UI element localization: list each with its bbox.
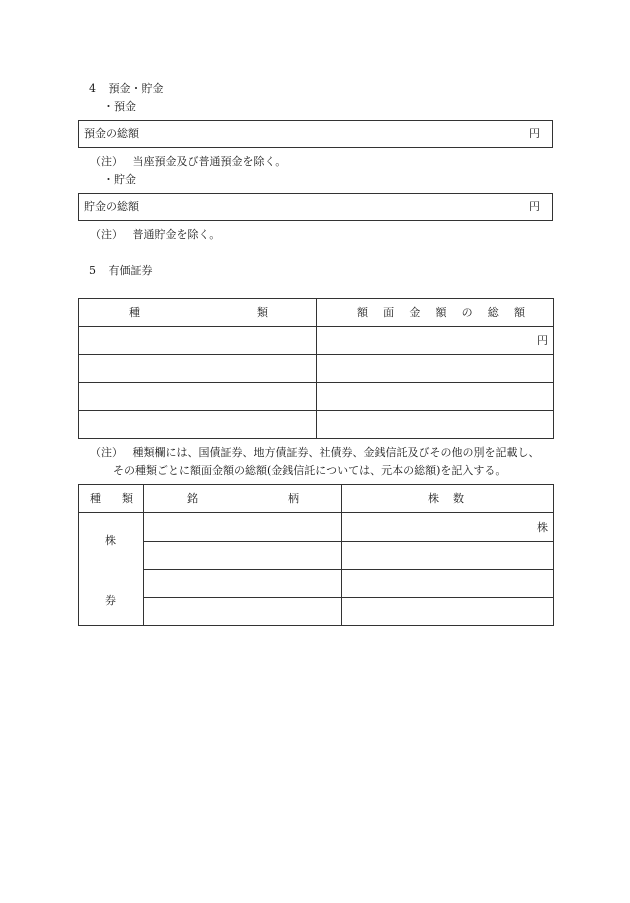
section-number: 5 [89, 264, 96, 277]
header-char: 数 [453, 491, 464, 505]
brand-cell[interactable] [144, 598, 342, 626]
table-row [79, 355, 554, 383]
header-char: 額 [357, 306, 368, 319]
table-row [79, 411, 554, 439]
table-row [79, 327, 554, 355]
section-5-heading [89, 265, 153, 276]
deposit-note [90, 156, 286, 167]
brand-cell[interactable] [144, 513, 342, 542]
section-4-heading [89, 83, 164, 94]
header-char: 面 [383, 306, 395, 319]
table-row [79, 513, 554, 542]
securities-table [78, 298, 554, 439]
table-row [79, 383, 554, 411]
side-char: 株 [105, 534, 116, 547]
note-tag: （注） [90, 228, 123, 241]
header-char: 銘 [187, 491, 198, 505]
brand-cell[interactable] [144, 570, 342, 598]
share-unit: 株 [537, 520, 548, 534]
securities-note-line-2: その種類ごとに額面金額の総額(金銭信託については、元本の総額)を記入する。 [113, 464, 507, 477]
header-char: 額 [435, 306, 447, 319]
header-char: 金 [409, 306, 421, 319]
header-char: 類 [257, 305, 268, 319]
shares-cell[interactable] [342, 598, 554, 626]
shares-cell[interactable] [342, 542, 554, 570]
type-cell[interactable] [79, 383, 317, 411]
note-tag: （注） [90, 155, 123, 168]
header-char: の [461, 306, 473, 319]
deposit-bullet: ・預金 [103, 100, 136, 113]
yen-unit: 円 [537, 334, 548, 347]
note-text: 当座預金及び普通預金を除く。 [132, 155, 287, 168]
header-type [79, 485, 144, 513]
header-char: 総 [487, 306, 499, 319]
header-char: 額 [513, 306, 525, 319]
note-text: 普通貯金を除く。 [132, 228, 221, 241]
savings-bullet: ・貯金 [103, 173, 136, 186]
brand-cell[interactable] [144, 542, 342, 570]
amount-cell[interactable] [317, 411, 554, 439]
shares-cell[interactable] [342, 570, 554, 598]
deposit-total-label: 預金の総額 [84, 127, 139, 140]
savings-note [90, 229, 220, 240]
savings-total-box [78, 193, 553, 221]
type-cell[interactable] [79, 411, 317, 439]
amount-cell[interactable] [317, 383, 554, 411]
amount-cell[interactable] [317, 355, 554, 383]
table-header-row [79, 485, 554, 513]
table-row [79, 542, 554, 570]
shares-cell[interactable] [342, 513, 554, 542]
header-shares [342, 485, 554, 513]
type-cell[interactable] [79, 355, 317, 383]
savings-total-label: 貯金の総額 [84, 200, 139, 213]
note-text: 種類欄には、国債証券、地方債証券、社債券、金銭信託及びその他の別を記載し、 [132, 446, 540, 459]
section-title: 有価証券 [108, 264, 153, 277]
note-tag: （注） [90, 446, 123, 459]
section-title: 預金・貯金 [108, 82, 164, 95]
header-char: 株 [428, 491, 439, 505]
header-char: 種 [90, 492, 101, 505]
header-face-amount [317, 299, 554, 327]
header-char: 類 [122, 492, 133, 505]
securities-note-line-1 [90, 447, 540, 458]
table-row [79, 598, 554, 626]
type-cell[interactable] [79, 327, 317, 355]
table-row [79, 570, 554, 598]
yen-unit: 円 [529, 127, 540, 140]
header-type [79, 299, 317, 327]
header-char: 柄 [288, 491, 299, 505]
amount-cell[interactable] [317, 327, 554, 355]
header-brand [144, 485, 342, 513]
table-header-row [79, 299, 554, 327]
stock-certificate-cell [79, 513, 144, 626]
yen-unit: 円 [529, 200, 540, 213]
stocks-table [78, 484, 554, 626]
section-number: 4 [89, 82, 96, 95]
side-char: 券 [105, 594, 116, 607]
deposit-total-box [78, 120, 553, 148]
header-char: 種 [129, 305, 140, 319]
